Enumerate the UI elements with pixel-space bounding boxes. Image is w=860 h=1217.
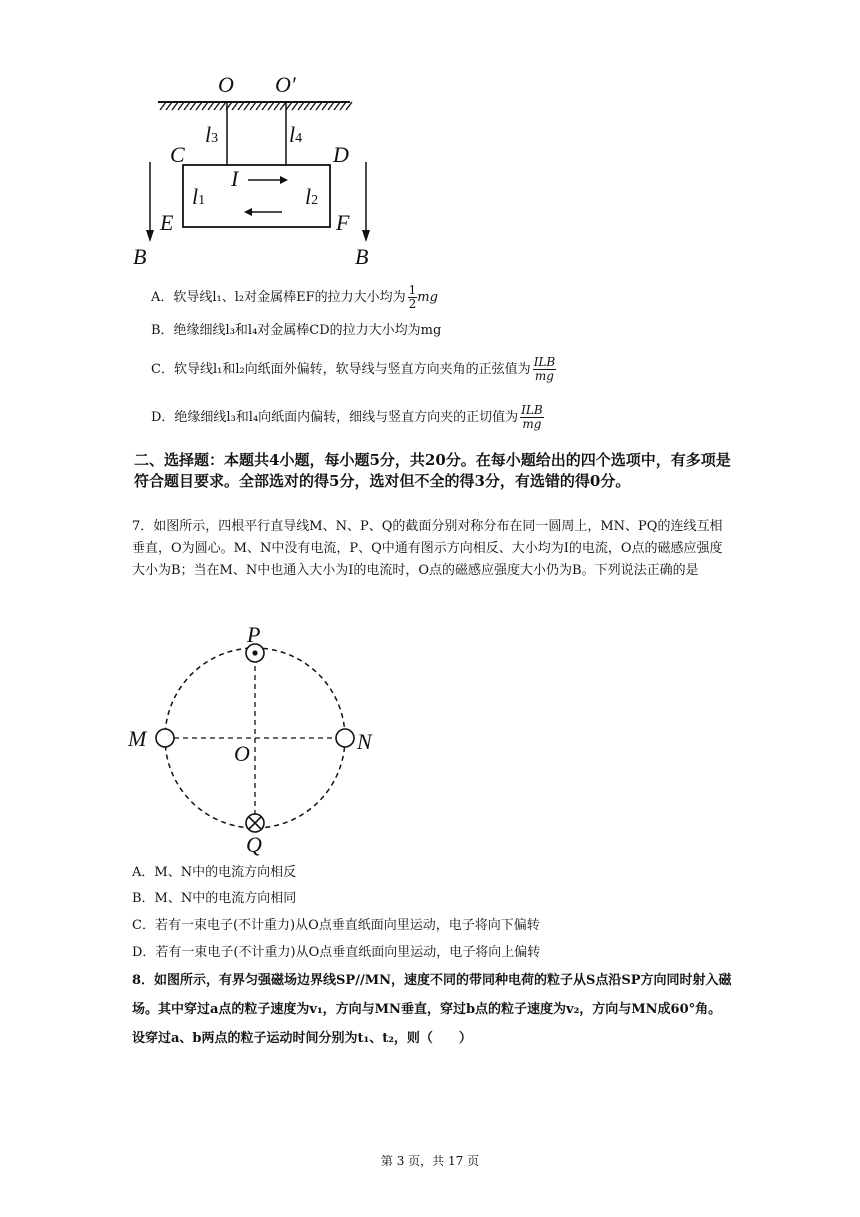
label-O: O xyxy=(218,72,234,97)
label-l2: l2 xyxy=(305,184,319,209)
q7-option-c: C．若有一束电子(不计重力)从O点垂直纸面向里运动，电子将向下偏转 xyxy=(132,918,540,933)
q6-option-a: A．软导线l₁、l₂对金属棒EF的拉力大小均为 $\frac{1}{2}$ mg xyxy=(151,283,438,311)
label-Q: Q xyxy=(246,832,262,857)
label-F: F xyxy=(336,210,350,235)
q7-option-b: B．M、N中的电流方向相同 xyxy=(132,891,297,906)
label-B-right: B xyxy=(355,244,369,269)
label-l3: l3 xyxy=(205,122,219,147)
label-O-prime: O′ xyxy=(275,72,296,97)
page-footer: 第 3 页，共 17 页 xyxy=(380,1154,480,1168)
q6-option-b: B．绝缘细线l₃和l₄对金属棒CD的拉力大小均为mg xyxy=(151,323,442,338)
label-D: D xyxy=(333,142,349,167)
section-2-heading: 二、选择题：本题共4小题，每小题5分，共20分。在每小题给出的四个选项中，有多项是符合题目要求。全部选对的得5分，选对但不全的得3分，有选错的得0分。 xyxy=(134,451,731,490)
label-l1: l1 xyxy=(192,184,206,209)
q7-stem: 7．如图所示，四根平行直导线M、N、P、Q的截面分别对称分布在同一圆周上，MN、PQ的连线互相垂直，O为圆心。M、N中没有电流，P、Q中通有图示方向相反、大小均为I的电流，O点的磁感应强度大小为B；当在M、N中也通入大小为I的电流时，O点的磁感应强度大小仍为B。下列说法正确的是 xyxy=(132,519,723,578)
label-N: N xyxy=(357,729,372,754)
q8-stem: 8．如图所示，有界匀强磁场边界线SP//MN，速度不同的带同种电荷的粒子从S点沿SP方向同时射入磁场。其中穿过a点的粒子速度为v₁，方向与MN垂直，穿过b点的粒子速度为v₂，方向与MN成60°角。设穿过a、b两点的粒子运动时间分别为t₁、t₂，则（ ） xyxy=(132,973,732,1046)
q7-option-d: D．若有一束电子(不计重力)从O点垂直纸面向里运动，电子将向上偏转 xyxy=(132,945,541,960)
label-B-left: B xyxy=(133,244,147,269)
label-E: E xyxy=(160,210,174,235)
q6-option-d: D．绝缘细线l₃和l₄向纸面内偏转，细线与竖直方向夹的正切值为 $\frac{\text{ILB}}{mg}$ xyxy=(151,403,543,431)
label-C: C xyxy=(170,142,185,167)
label-O-center: O xyxy=(234,741,250,766)
q7-option-a: A．M、N中的电流方向相反 xyxy=(132,865,297,880)
label-P: P xyxy=(247,622,261,647)
label-I: I xyxy=(231,166,239,191)
label-l4: l4 xyxy=(289,122,303,147)
figure-2-wires-diagram xyxy=(150,640,370,840)
figure-1-rod-diagram xyxy=(130,70,390,270)
q6-option-c: C．软导线l₁和l₂向纸面外偏转，软导线与竖直方向夹角的正弦值为 $\frac{\text{ILB}}{mg}$ xyxy=(151,355,556,383)
label-M: M xyxy=(128,726,147,751)
